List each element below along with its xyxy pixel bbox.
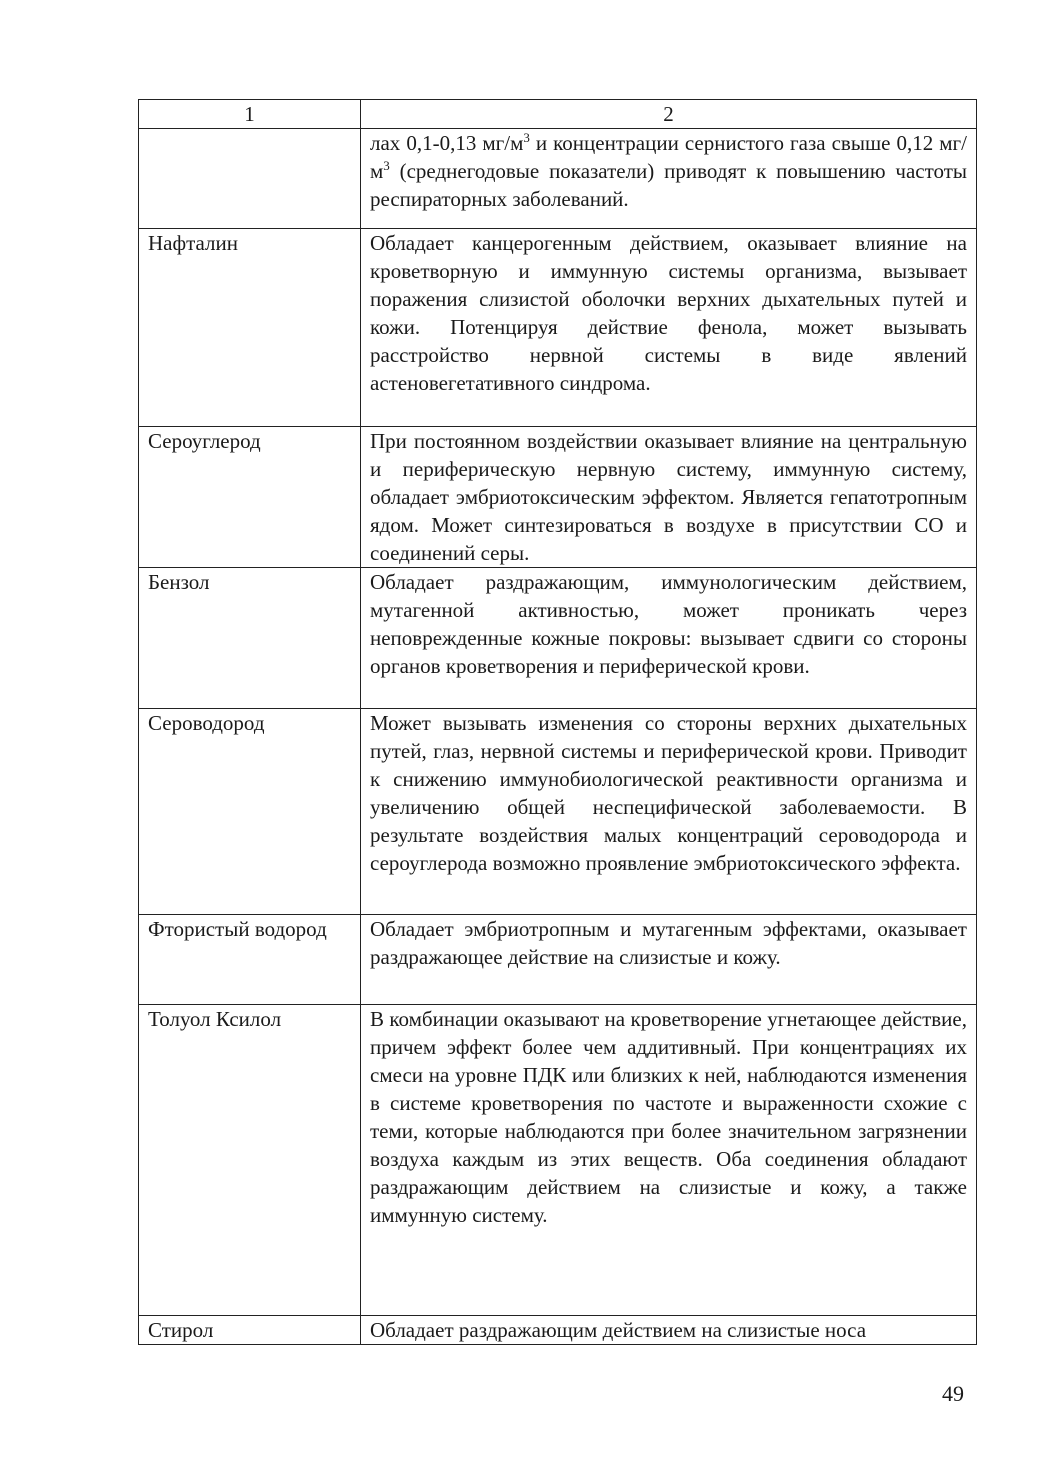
substances-table [138, 99, 977, 1345]
table-row [139, 1005, 977, 1316]
substance-effect: Обладает раздражающим, иммунологическим действием, мутагенной активностью, может проникать через неповрежденные кожные покровы: вызывает сдвиги со стороны органов кроветворения и периферической крови. [361, 568, 977, 709]
table-row [139, 427, 977, 568]
substance-effect [361, 129, 977, 229]
effect-text-part: (среднегодовые показатели) приводят к повышению частоты респираторных заболеваний. [370, 159, 967, 211]
column-header-2: 2 [361, 100, 977, 129]
substance-effect: В комбинации оказывают на кроветворение угнетающее действие, причем эффект более чем аддитивный. При концентрациях их смеси на уровне ПДК или близких к ней, наблюдаются изменения в системе кроветворения по частоте и выраженности схожие с теми, которые наблюдаются при более значительном загрязнении воздуха каждым из этих веществ. Оба соединения обладают раздражающим действием на слизистые и кожу, а также иммунную систему. [361, 1005, 977, 1316]
table-row [139, 915, 977, 1005]
substance-effect: Может вызывать изменения со стороны верхних дыхательных путей, глаз, нервной системы и периферической крови. Приводит к снижению иммунобиологической реактивности организма и увеличению общей неспецифической заболеваемости. В результате воздействия малых концентраций сероводорода и сероуглерода возможно проявление эмбриотоксического эффекта. [361, 709, 977, 915]
table-row [139, 229, 977, 427]
substance-name: Толуол Ксилол [139, 1005, 361, 1316]
substance-effect: Обладает канцерогенным действием, оказывает влияние на кроветворную и иммунную системы организма, вызывает поражения слизистой оболочки верхних дыхательных путей и кожи. Потенцируя действие фенола, может вызывать расстройство нервной системы в виде явлений астеновегетативного синдрома. [361, 229, 977, 427]
substance-effect: Обладает раздражающим действием на слизистые носа [361, 1316, 977, 1345]
superscript: 3 [383, 158, 390, 173]
substance-name: Фтористый водород [139, 915, 361, 1005]
table-row-continuation [139, 129, 977, 229]
column-header-1: 1 [139, 100, 361, 129]
substance-name: Нафталин [139, 229, 361, 427]
effect-text-part: лах 0,1-0,13 мг/м [370, 131, 524, 155]
substance-effect: При постоянном воздействии оказывает влияние на центральную и периферическую нервную систему, иммунную систему, обладает эмбриотоксическим эффектом. Является гепатотропным ядом. Может синтезироваться в воздухе в присутствии СО и соединений серы. [361, 427, 977, 568]
header-row [139, 100, 977, 129]
substance-name: Бензол [139, 568, 361, 709]
superscript: 3 [523, 130, 530, 145]
table-row [139, 709, 977, 915]
substance-name: Стирол [139, 1316, 361, 1345]
table-row [139, 568, 977, 709]
substance-name: Сероводород [139, 709, 361, 915]
substance-name: Сероуглерод [139, 427, 361, 568]
substance-effect: Обладает эмбриотропным и мутагенным эффектами, оказывает раздражающее действие на слизистые и кожу. [361, 915, 977, 1005]
table-row [139, 1316, 977, 1345]
effect-text-part: и концентрации сернистого газа свыше 0,12 мг/м [370, 131, 967, 183]
page-number: 49 [942, 1381, 964, 1406]
substance-name [139, 129, 361, 229]
